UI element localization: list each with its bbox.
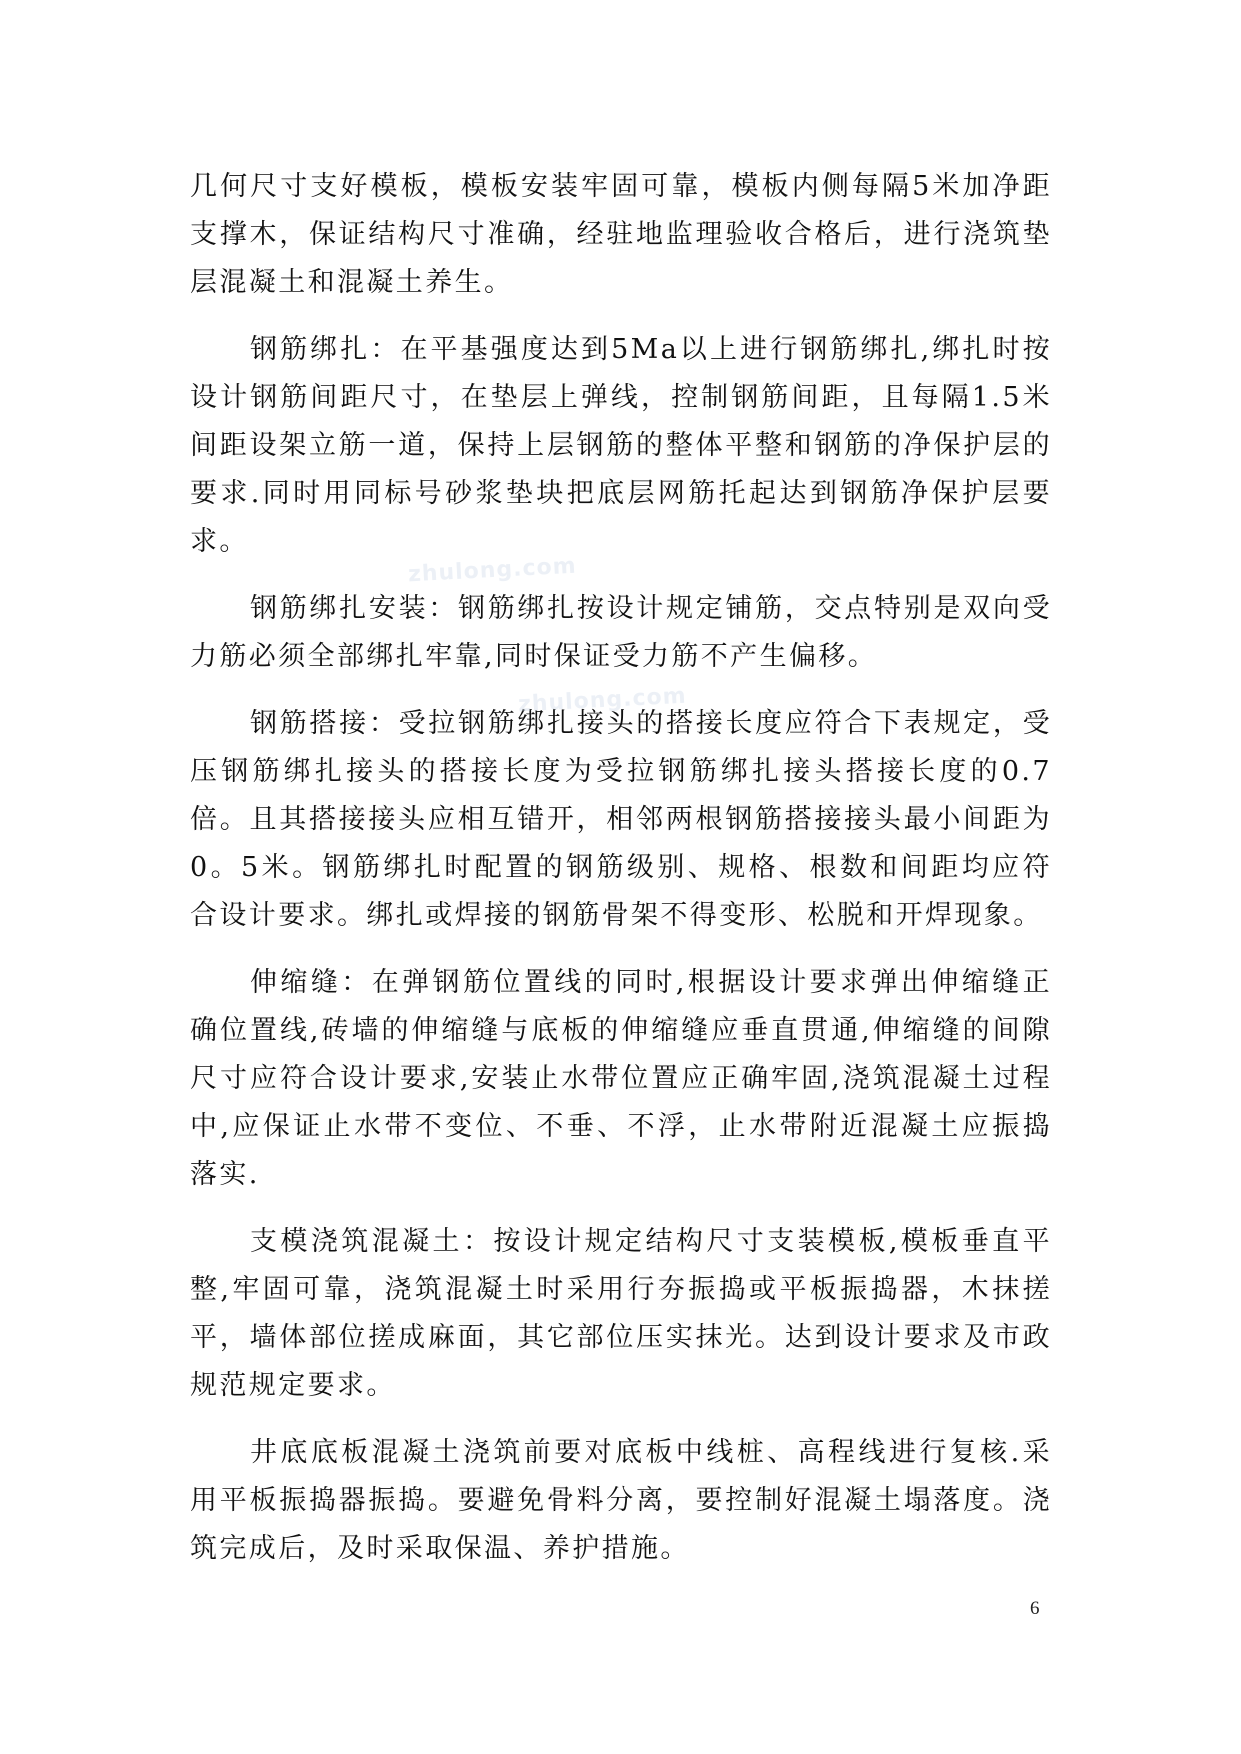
paragraph-formwork: 几何尺寸支好模板，模板安装牢固可靠，模板内侧每隔5米加净距支撑木，保证结构尺寸准确，经驻地监理验收合格后，进行浇筑垫层混凝土和混凝土养生。: [190, 171, 1052, 298]
watermark: zhulong.com: [517, 683, 688, 718]
page-number: 6: [1030, 1598, 1040, 1619]
paragraph-rebar-installation: 钢筋绑扎安装：钢筋绑扎按设计规定铺筋，交点特别是双向受力筋必须全部绑扎牢靠,同时保证受力筋不产生偏移。: [190, 593, 1052, 672]
watermark: zhulong.com: [407, 553, 578, 588]
paragraph-rebar-binding: 钢筋绑扎：在平基强度达到5Ma以上进行钢筋绑扎,绑扎时按设计钢筋间距尺寸，在垫层上弹线，控制钢筋间距，且每隔1.5米间距设架立筋一道，保持上层钢筋的整体平整和钢筋的净保护层的要求.同时用同标号砂浆垫块把底层网筋托起达到钢筋净保护层要求。: [190, 334, 1052, 557]
paragraph-expansion-joint: 伸缩缝：在弹钢筋位置线的同时,根据设计要求弹出伸缩缝正确位置线,砖墙的伸缩缝与底板的伸缩缝应垂直贯通,伸缩缝的间隙尺寸应符合设计要求,安装止水带位置应正确牢固,浇筑混凝土过程中,应保证止水带不变位、不垂、不浮，止水带附近混凝土应振捣落实.: [190, 967, 1052, 1190]
paragraph-rebar-lap-splice: 钢筋搭接：受拉钢筋绑扎接头的搭接长度应符合下表规定，受压钢筋绑扎接头的搭接长度为受拉钢筋绑扎接头搭接长度的0.7倍。且其搭接接头应相互错开，相邻两根钢筋搭接接头最小间距为0。5米。钢筋绑扎时配置的钢筋级别、规格、根数和间距均应符合设计要求。绑扎或焊接的钢筋骨架不得变形、松脱和开焊现象。: [190, 708, 1052, 931]
paragraph-well-bottom-concrete: 井底底板混凝土浇筑前要对底板中线桩、高程线进行复核.采用平板振捣器振捣。要避免骨料分离，要控制好混凝土塌落度。浇筑完成后，及时采取保温、养护措施。: [190, 1437, 1052, 1564]
paragraph-formwork-concrete: 支模浇筑混凝土：按设计规定结构尺寸支装模板,模板垂直平整,牢固可靠，浇筑混凝土时采用行夯振捣或平板振捣器，木抹搓平，墙体部位搓成麻面，其它部位压实抹光。达到设计要求及市政规范规定要求。: [190, 1226, 1052, 1401]
document-body: [190, 163, 1052, 1592]
